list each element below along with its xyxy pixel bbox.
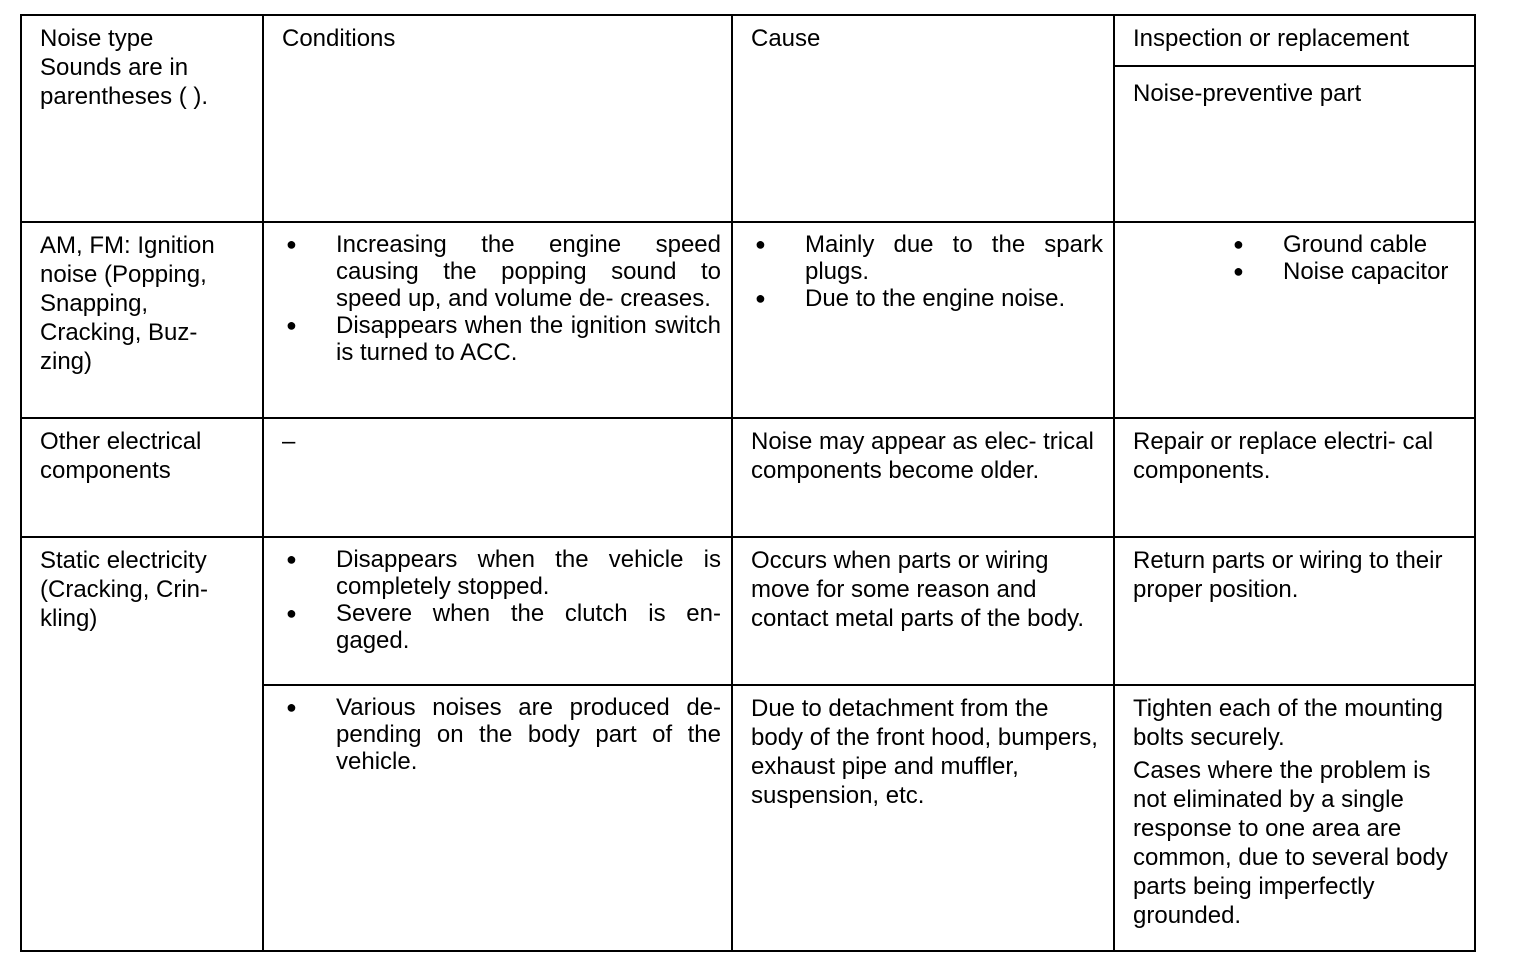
- conditions-item: ● Disappears when the ignition switch is turned to ACC.: [282, 312, 721, 366]
- remedy-cell: Return parts or wiring to their proper position.: [1114, 537, 1475, 685]
- header-preventive-label: Noise-preventive part: [1115, 65, 1474, 108]
- header-noise-type-label: Noise type: [40, 25, 154, 52]
- cause-item: ● Mainly due to the spark plugs.: [751, 231, 1103, 285]
- remedy-text: Cases where the problem is not eliminated by a single response to one area are common, due to several body parts being imperfectly grounded.: [1133, 757, 1448, 929]
- remedy-cell: Repair or replace electri- cal components.: [1114, 418, 1475, 537]
- remedy-cell: [1114, 685, 1475, 951]
- conditions-item: ● Increasing the engine speed causing the popping sound to speed up, and volume de- creases.: [282, 231, 721, 312]
- remedy-cell: [1114, 222, 1475, 418]
- header-inspection: [1114, 15, 1475, 222]
- conditions-cell: [263, 222, 732, 418]
- noise-troubleshooting-table: [20, 14, 1476, 952]
- conditions-cell: [263, 537, 732, 685]
- header-noise-type-note: Sounds are in parentheses ( ).: [40, 54, 209, 110]
- table-row: [21, 222, 1475, 418]
- header-conditions: Conditions: [263, 15, 732, 222]
- noise-type-cell: Other electrical components: [21, 418, 263, 537]
- noise-type-cell: AM, FM: Ignition noise (Popping, Snapping, Cracking, Buz- zing): [21, 222, 263, 418]
- conditions-cell: –: [263, 418, 732, 537]
- header-cause: Cause: [732, 15, 1114, 222]
- conditions-item: ● Various noises are produced de- pending on the body part of the vehicle.: [282, 694, 721, 775]
- header-row: [21, 15, 1475, 222]
- remedy-item: ● Ground cable: [1229, 231, 1464, 258]
- table-row: [21, 418, 1475, 537]
- remedy-item: ● Noise capacitor: [1229, 258, 1464, 285]
- conditions-item: ● Disappears when the vehicle is completely stopped.: [282, 546, 721, 600]
- header-noise-type: [21, 15, 263, 222]
- header-inspection-label: Inspection or replacement: [1133, 25, 1410, 52]
- cause-cell: [732, 222, 1114, 418]
- cause-item: ● Due to the engine noise.: [751, 285, 1103, 312]
- conditions-cell: [263, 685, 732, 951]
- cause-cell: Noise may appear as elec- trical components become older.: [732, 418, 1114, 537]
- remedy-text: Tighten each of the mounting bolts securely.: [1133, 695, 1443, 751]
- cause-cell: Due to detachment from the body of the front hood, bumpers, exhaust pipe and muffler, suspension, etc.: [732, 685, 1114, 951]
- cause-cell: Occurs when parts or wiring move for some reason and contact metal parts of the body.: [732, 537, 1114, 685]
- table-row: [21, 537, 1475, 685]
- conditions-item: ● Severe when the clutch is en- gaged.: [282, 600, 721, 654]
- noise-type-cell: Static electricity (Cracking, Crin- kling): [21, 537, 263, 951]
